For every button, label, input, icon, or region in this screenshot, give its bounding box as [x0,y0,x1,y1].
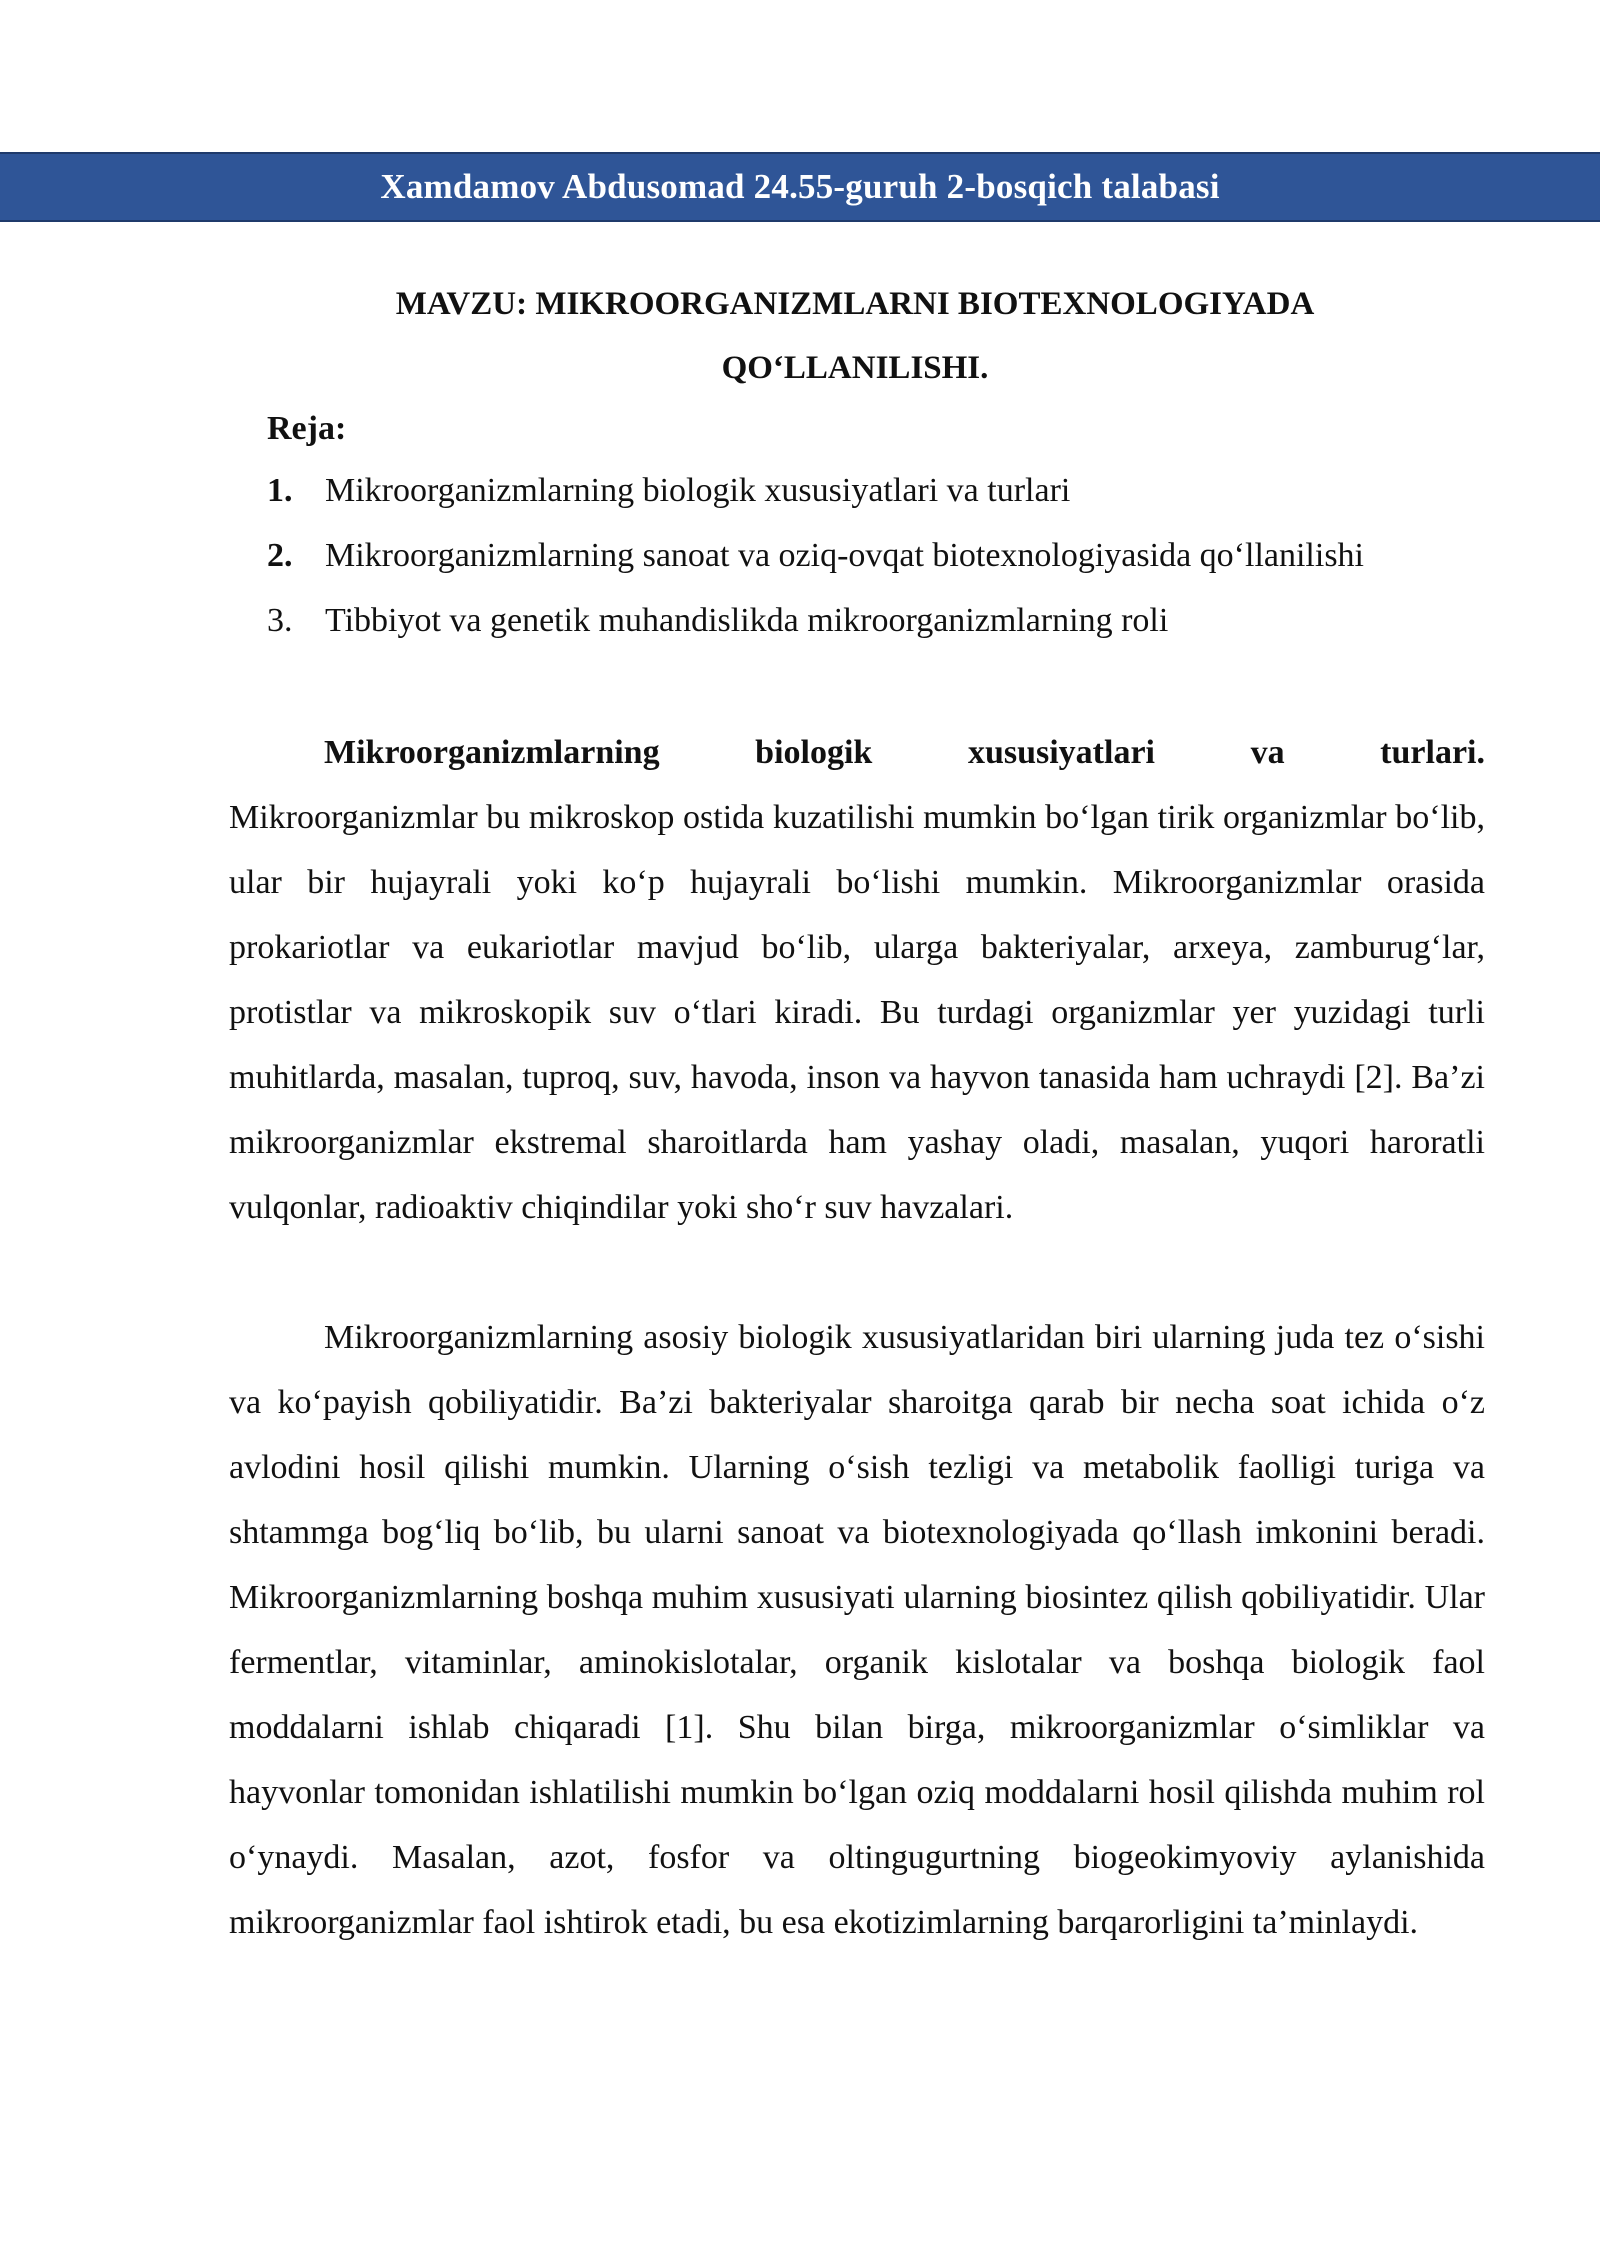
section-heading: Mikroorganizmlarning biologik xususiyatlari va turlari. [324,734,1485,771]
section-paragraph-1 [229,720,1485,1240]
paragraph-1-text: Mikroorganizmlar bu mikroskop ostida kuzatilishi mumkin bo‘lgan tirik organizmlar bo‘lib, ular bir hujayrali yoki ko‘p hujayrali bo‘lishi mumkin. Mikroorganizmlar orasida prokariotlar va eukariotlar mavjud bo‘lib, ularga bakteriyalar, arxeya, zamburug‘lar, protistlar va mikroskopik suv o‘tlari kiradi. Bu turdagi organizmlar yer yuzidagi turli muhitlarda, masalan, tuproq, suv, havoda, inson va hayvon tanasida ham uchraydi [2]. Ba’zi mikroorganizmlar ekstremal sharoitlarda ham yashay oladi, masalan, yuqori haroratli vulqonlar, radioaktiv chiqindilar yoki sho‘r suv havzalari. [229,799,1485,1226]
section-paragraph-2: Mikroorganizmlarning asosiy biologik xususiyatlaridan biri ularning juda tez o‘sishi va ko‘payish qobiliyatidir. Ba’zi bakteriyalar sharoitga qarab bir necha soat ichida o‘z avlodini hosil qilishi mumkin. Ularning o‘sish tezligi va metabolik faolligi turiga va shtammga bog‘liq bo‘lib, bu ularni sanoat va biotexnologiyada qo‘llash imkonini beradi. Mikroorganizmlarning boshqa muhim xususiyati ularning biosintez qilish qobiliyatidir. Ular fermentlar, vitaminlar, aminokislotalar, organik kislotalar va boshqa biologik faol moddalarni ishlab chiqaradi [1]. Shu bilan birga, mikroorganizmlar o‘simliklar va hayvonlar tomonidan ishlatilishi mumkin bo‘lgan oziq moddalarni hosil qilishda muhim rol o‘ynaydi. Masalan, azot, fosfor va oltingugurtning biogeokimyoviy aylanishida mikroorganizmlar faol ishtirok etadi, bu esa ekotizimlarning barqarorligini ta’minlaydi. [229,1319,1485,1941]
plan-item-number: 3. [267,602,293,639]
plan-item-number: 1. [267,472,293,509]
plan-item [267,596,1364,661]
plan-item-text: Tibbiyot va genetik muhandislikda mikroorganizmlarning roli [325,602,1169,639]
plan-label: Reja: [267,410,347,447]
plan-item [267,531,1364,596]
plan-item-text: Mikroorganizmlarning sanoat va oziq-ovqat biotexnologiyasida qo‘llanilishi [325,537,1364,574]
plan-item [267,466,1364,531]
plan-item-number: 2. [267,537,293,574]
plan-item-text: Mikroorganizmlarning biologik xususiyatlari va turlari [325,472,1071,509]
document-title [230,272,1480,400]
header-band [0,152,1600,222]
header-text: Xamdamov Abdusomad 24.55-guruh 2-bosqich talabasi [380,167,1220,206]
title-line-2: QO‘LLANILISHI. [721,350,989,386]
plan-list [267,466,1364,661]
title-line-1: MAVZU: MIKROORGANIZMLARNI BIOTEXNOLOGIYADA [395,286,1315,322]
